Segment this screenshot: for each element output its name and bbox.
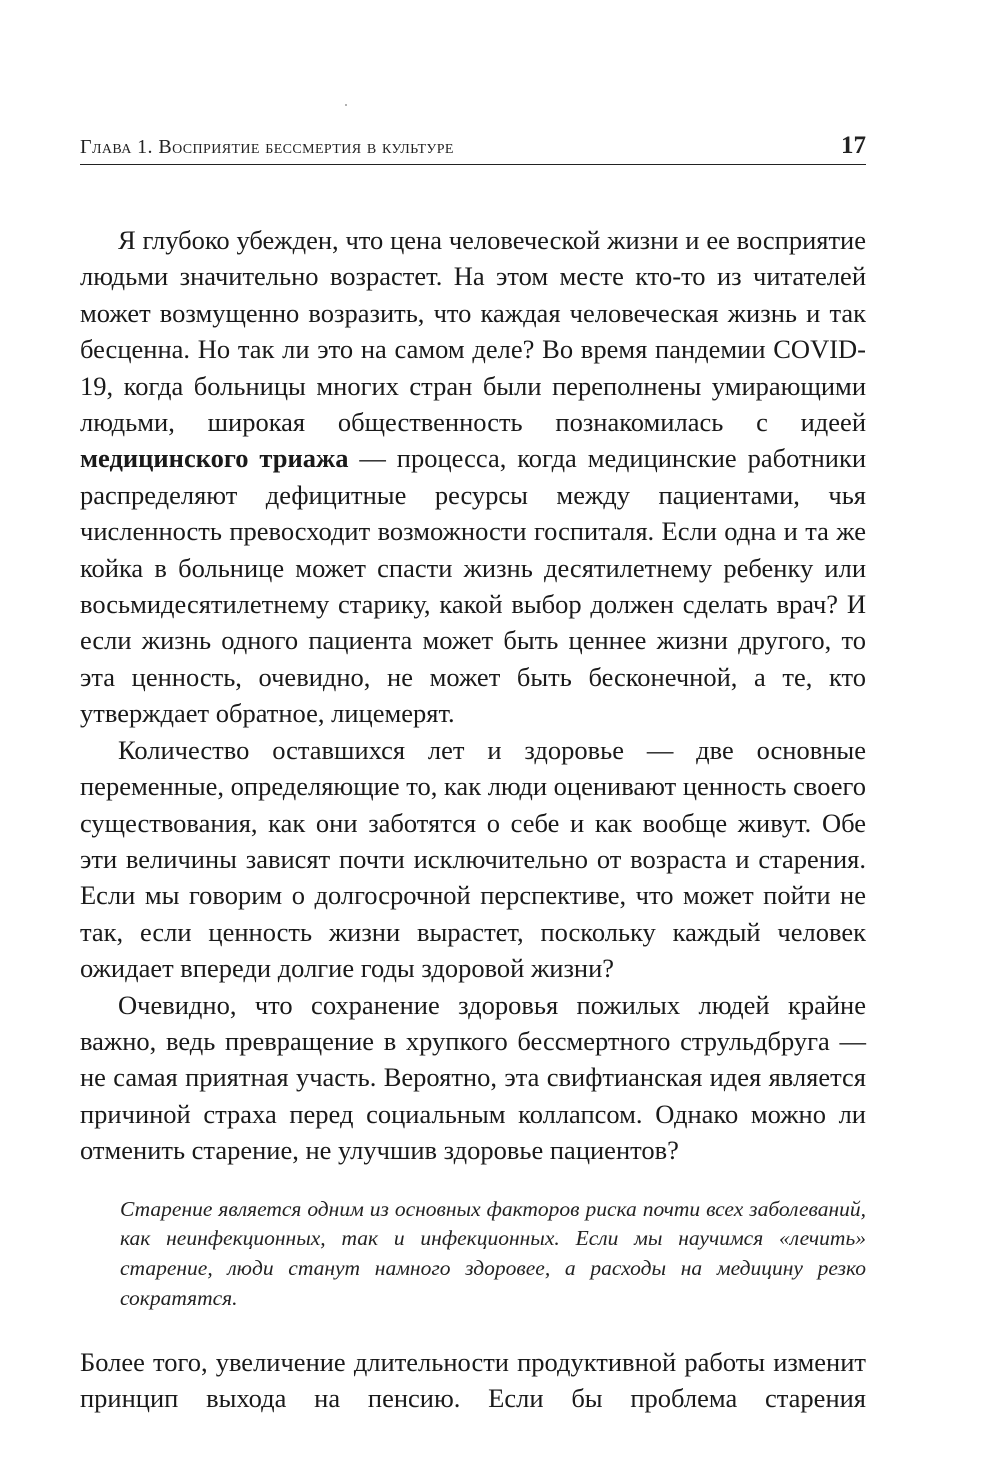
speck xyxy=(345,104,347,106)
page-number: 17 xyxy=(841,132,866,159)
paragraph-1-end: — процесса, когда медицинские работники распределяют дефицитные ресурсы между пациентами, чья численность превосходит возможности госпиталя. Если одна и та же койка в больнице может спасти жизнь десятилетнему ребенку или восьмидесятилетнему старику, какой выбор должен сделать врач? И если жизнь одного пациента может быть ценнее жизни другого, то эта ценность, очевидно, не может быть бесконечной, а те, кто утверждает обратное, лицемерят. xyxy=(80,443,867,729)
chapter-title: Глава 1. Восприятие бессмертия в культуре xyxy=(80,136,454,158)
italic-note: Старение является одним из основных факторов риска почти всех заболеваний, как неинфекционных, так и инфекционных. Если мы научимся «лечить» старение, люди станут намного здоровее, а расходы на медицину резко сократятся. xyxy=(120,1196,866,1310)
paragraph-1-start: Я глубоко убежден, что цена человеческой жизни и ее восприятие людьми значительно возрастет. На этом месте кто-то из читателей может возмущенно возразить, что каждая человеческая жизнь и так бесценна. Но так ли это на самом деле? Во время пандемии COVID-19, когда больницы многих стран были переполнены умирающими людьми, широкая общественность познакомилась с идеей xyxy=(80,225,866,438)
paragraph-2: Количество оставшихся лет и здоровье — две основные переменные, определяющие то, как люди оценивают ценность своего существования, как они заботятся о себе и как вообще живут. Обе эти величины зависят почти исключительно от возраста и старения. Если мы говорим о долгосрочной перспективе, что может пойти не так, если ценность жизни вырастет, поскольку каждый человек ожидает впереди долгие годы здоровой жизни? xyxy=(80,734,866,984)
paragraph-4: Более того, увеличение длительности продуктивной работы изменит принцип выхода на пенсию. Если бы проблема старения xyxy=(80,1346,866,1414)
page-body xyxy=(80,222,866,1417)
paragraph-1 xyxy=(80,222,866,732)
running-head xyxy=(80,134,866,165)
bold-term: медицинского триажа xyxy=(80,443,349,474)
paragraph-3: Очевидно, что сохранение здоровья пожилых людей крайне важно, ведь превращение в хрупкого бессмертного струльдбруга — не самая приятная участь. Вероятно, эта свифтианская идея является причиной страха перед социальным коллапсом. Однако можно ли отменить старение, не улучшив здоровье пациентов? xyxy=(80,989,866,1166)
